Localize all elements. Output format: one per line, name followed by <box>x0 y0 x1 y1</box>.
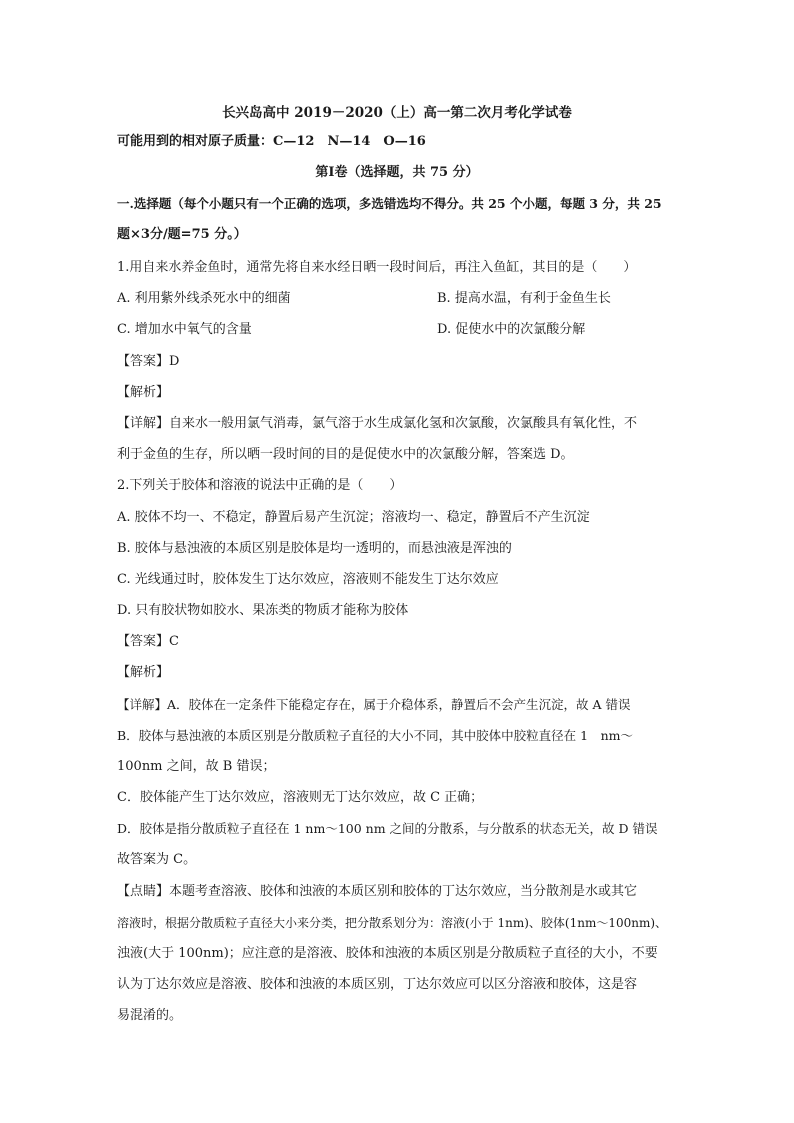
q2-stem: 2.下列关于胶体和溶液的说法中正确的是（ ） <box>117 478 403 493</box>
q1-option-d: D. 促使水中的次氯酸分解 <box>437 322 586 337</box>
q2-answer: 【答案】C <box>117 634 179 649</box>
q1-analysis-label: 【解析】 <box>117 385 170 400</box>
q1-option-b: B. 提高水温，有利于金鱼生长 <box>437 291 611 306</box>
q2-detail-line-6: 故答案为 C。 <box>117 852 197 867</box>
q2-comment-line-4: 认为丁达尔效应是溶液、胶体和浊液的本质区别，丁达尔效应可以区分溶液和胶体，这是容 <box>117 977 638 992</box>
section-title: 第Ⅰ卷（选择题，共 75 分） <box>315 165 479 180</box>
q1-answer: 【答案】D <box>117 354 180 369</box>
instructions-line-1: 一.选择题（每个小题只有一个正确的选项，多选错选均不得分。共 25 个小题，每题 3 分，共 25 <box>117 196 662 211</box>
q2-detail-line-2: B．胶体与悬浊液的本质区别是分散质粒子直径的大小不同，其中胶体中胶粒直径在 1 nm～ <box>117 728 634 743</box>
q2-comment-line-2: 溶液时，根据分散质粒子直径大小来分类，把分散系划分为：溶液(小于 1nm)、胶体(1nm～100nm)、 <box>117 916 668 930</box>
q1-stem: 1.用自来水养金鱼时，通常先将自来水经日晒一段时间后，再注入鱼缸，其目的是（ ） <box>117 260 637 275</box>
q2-detail-line-4: C．胶体能产生丁达尔效应，溶液则无丁达尔效应，故 C 正确； <box>117 790 484 805</box>
q2-analysis-label: 【解析】 <box>117 665 170 680</box>
q2-option-c: C. 光线通过时，胶体发生丁达尔效应，溶液则不能发生丁达尔效应 <box>117 572 499 587</box>
q2-detail-line-5: D．胶体是指分散质粒子直径在 1 nm～100 nm 之间的分散系，与分散系的状态无关，故 D 错误 <box>117 821 658 836</box>
q1-detail-line-1: 【详解】自来水一般用氯气消毒，氯气溶于水生成氯化氢和次氯酸，次氯酸具有氧化性，不 <box>117 416 638 431</box>
q2-comment-line-5: 易混淆的。 <box>117 1008 183 1023</box>
q1-option-c: C. 增加水中氧气的含量 <box>117 322 252 337</box>
q2-option-b: B. 胶体与悬浊液的本质区别是胶体是均一透明的，而悬浊液是浑浊的 <box>117 541 512 556</box>
q1-detail-line-2: 利于金鱼的生存，所以晒一段时间的目的是促使水中的次氯酸分解，答案选 D。 <box>117 447 574 462</box>
atomic-masses: 可能用到的相对原子质量：C—12 N—14 O—16 <box>117 134 426 149</box>
q2-detail-line-1: 【详解】A．胶体在一定条件下能稳定存在，属于介稳体系，静置后不会产生沉淀，故 A 错误 <box>117 697 631 712</box>
q2-detail-line-3: 100nm 之间，故 B 错误； <box>117 759 276 774</box>
q2-comment-line-1: 【点睛】本题考查溶液、胶体和浊液的本质区别和胶体的丁达尔效应，当分散剂是水或其它 <box>117 884 638 899</box>
q2-option-d: D. 只有胶状物如胶水、果冻类的物质才能称为胶体 <box>117 603 409 618</box>
exam-title: 长兴岛高中 2019－2020（上）高一第二次月考化学试卷 <box>222 105 572 121</box>
q2-comment-line-3: 浊液(大于 100nm)；应注意的是溶液、胶体和浊液的本质区别是分散质粒子直径的大小，不要 <box>117 946 658 961</box>
q1-option-a: A. 利用紫外线杀死水中的细菌 <box>117 291 291 306</box>
instructions-line-2: 题×3分/题=75 分。） <box>117 227 247 242</box>
q2-option-a: A. 胶体不均一、不稳定，静置后易产生沉淀；溶液均一、稳定，静置后不产生沉淀 <box>117 510 590 525</box>
